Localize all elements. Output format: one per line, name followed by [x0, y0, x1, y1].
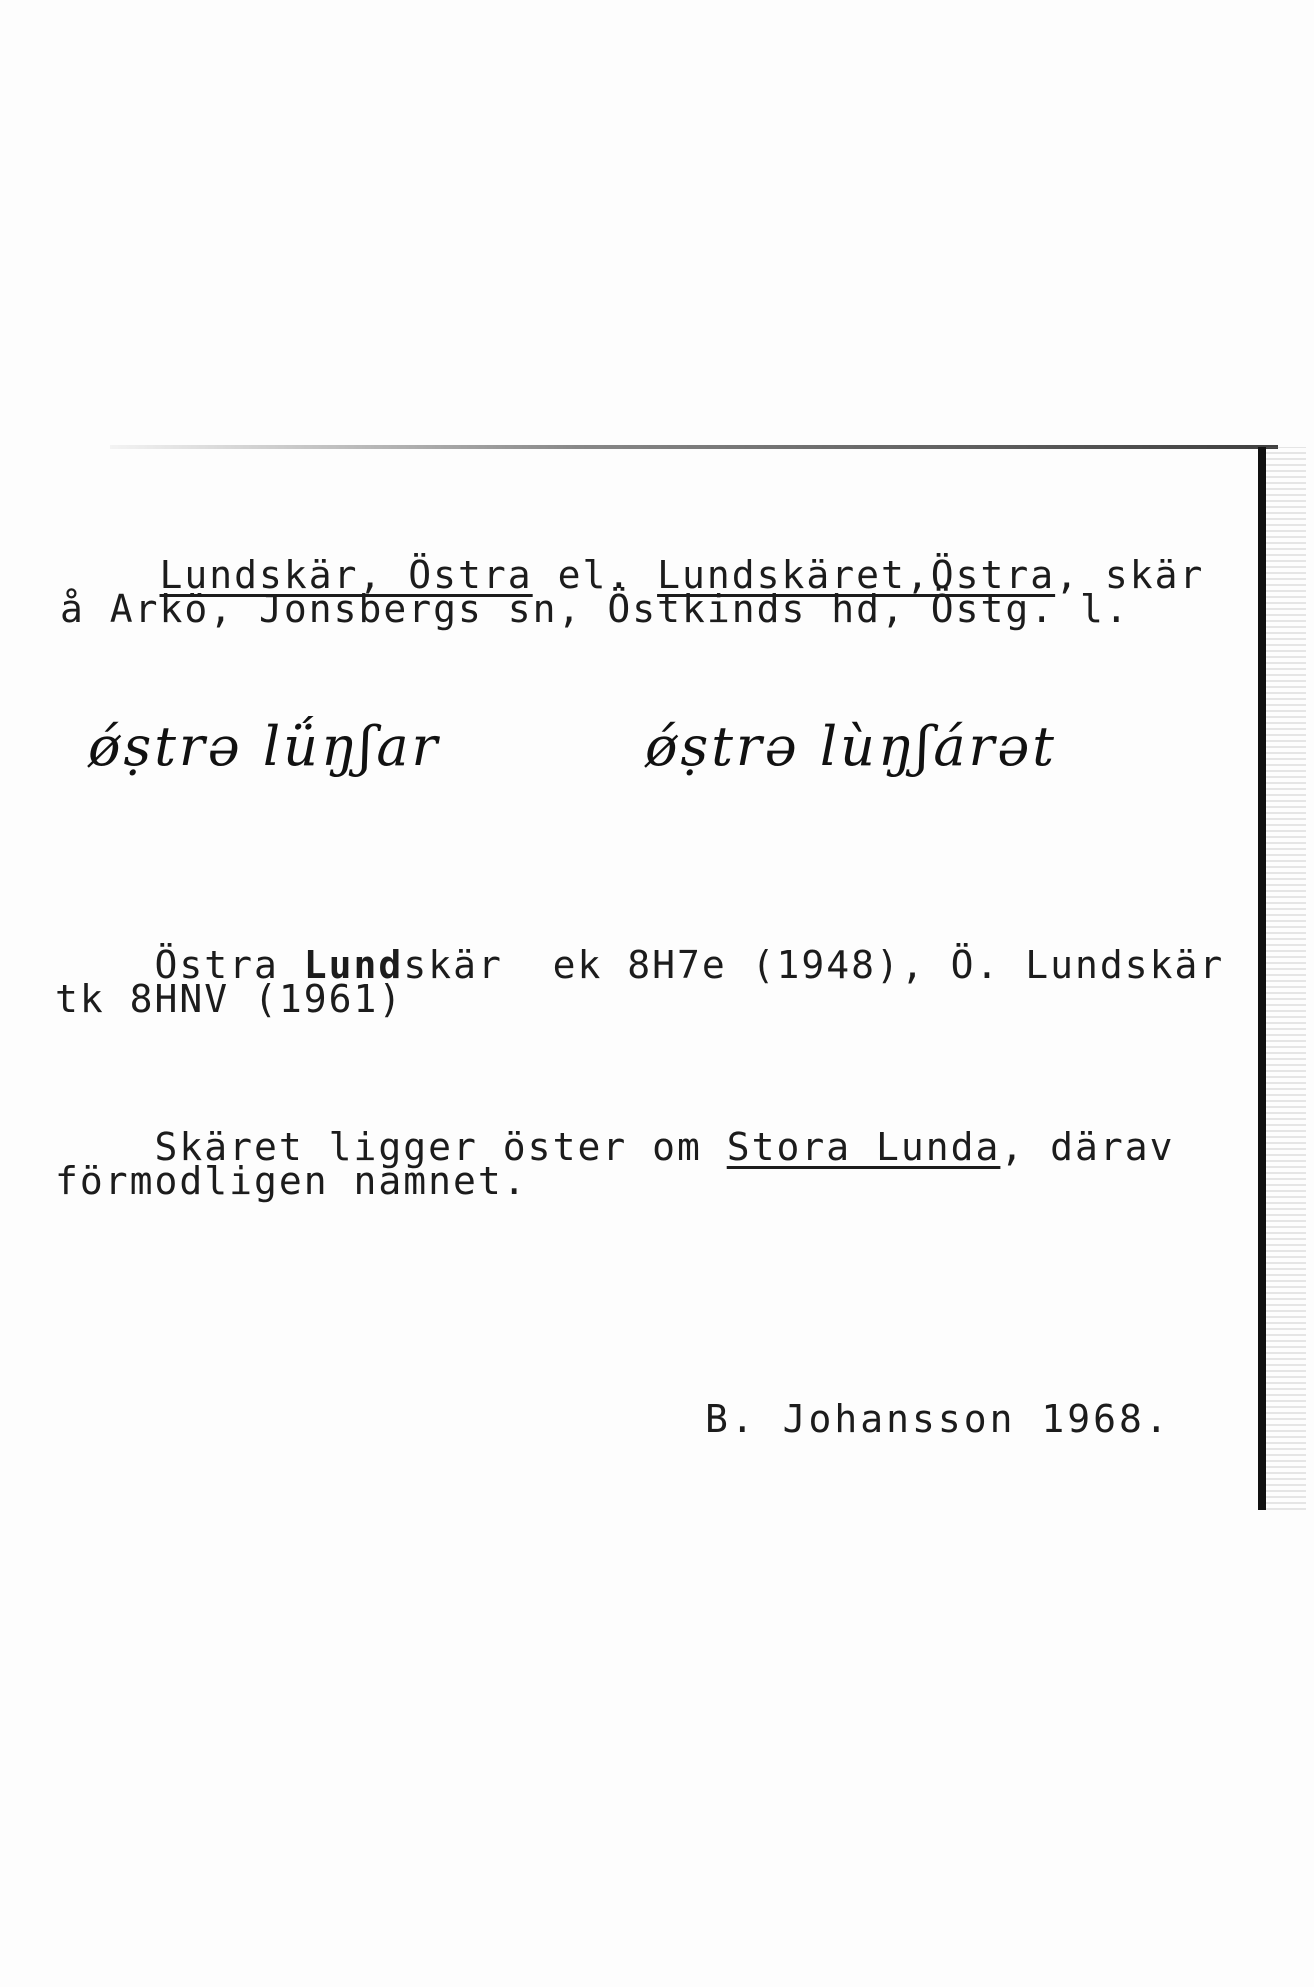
note-text-pre: Skäret ligger öster om — [154, 1125, 727, 1169]
phonetic-form-2: ǿṣtrə lùŋʃárət — [645, 715, 1058, 778]
note-line-2: förmodligen namnet. — [55, 1159, 528, 1203]
place-name-primary: Lundskär, Östra — [159, 553, 533, 597]
map-reference-text: skär ek 8H7e (1948), Ö. Lundskär — [403, 943, 1225, 987]
map-name-bold: Lund — [303, 943, 404, 987]
map-name-prefix: Östra — [154, 943, 304, 987]
card-top-edge — [110, 445, 1278, 449]
card-right-edge — [1258, 447, 1266, 1510]
phonetic-form-1: ǿṣtrə lǘŋʃar — [88, 715, 441, 778]
note-text-post: , därav — [1000, 1125, 1175, 1169]
card-right-shadow — [1266, 447, 1306, 1510]
note-reference: Stora Lunda — [726, 1125, 1001, 1169]
heading-conjunction: el. — [532, 553, 658, 597]
location-line: å Arkö, Jonsbergs sn, Östkinds hd, Östg. l. — [60, 587, 1130, 631]
place-name-alternate: Lundskäret,Östra — [657, 553, 1056, 597]
signature: B. Johansson 1968. — [705, 1397, 1171, 1441]
map-reference-line-2: tk 8HNV (1961) — [55, 977, 404, 1021]
heading-type: , skär — [1055, 553, 1205, 597]
